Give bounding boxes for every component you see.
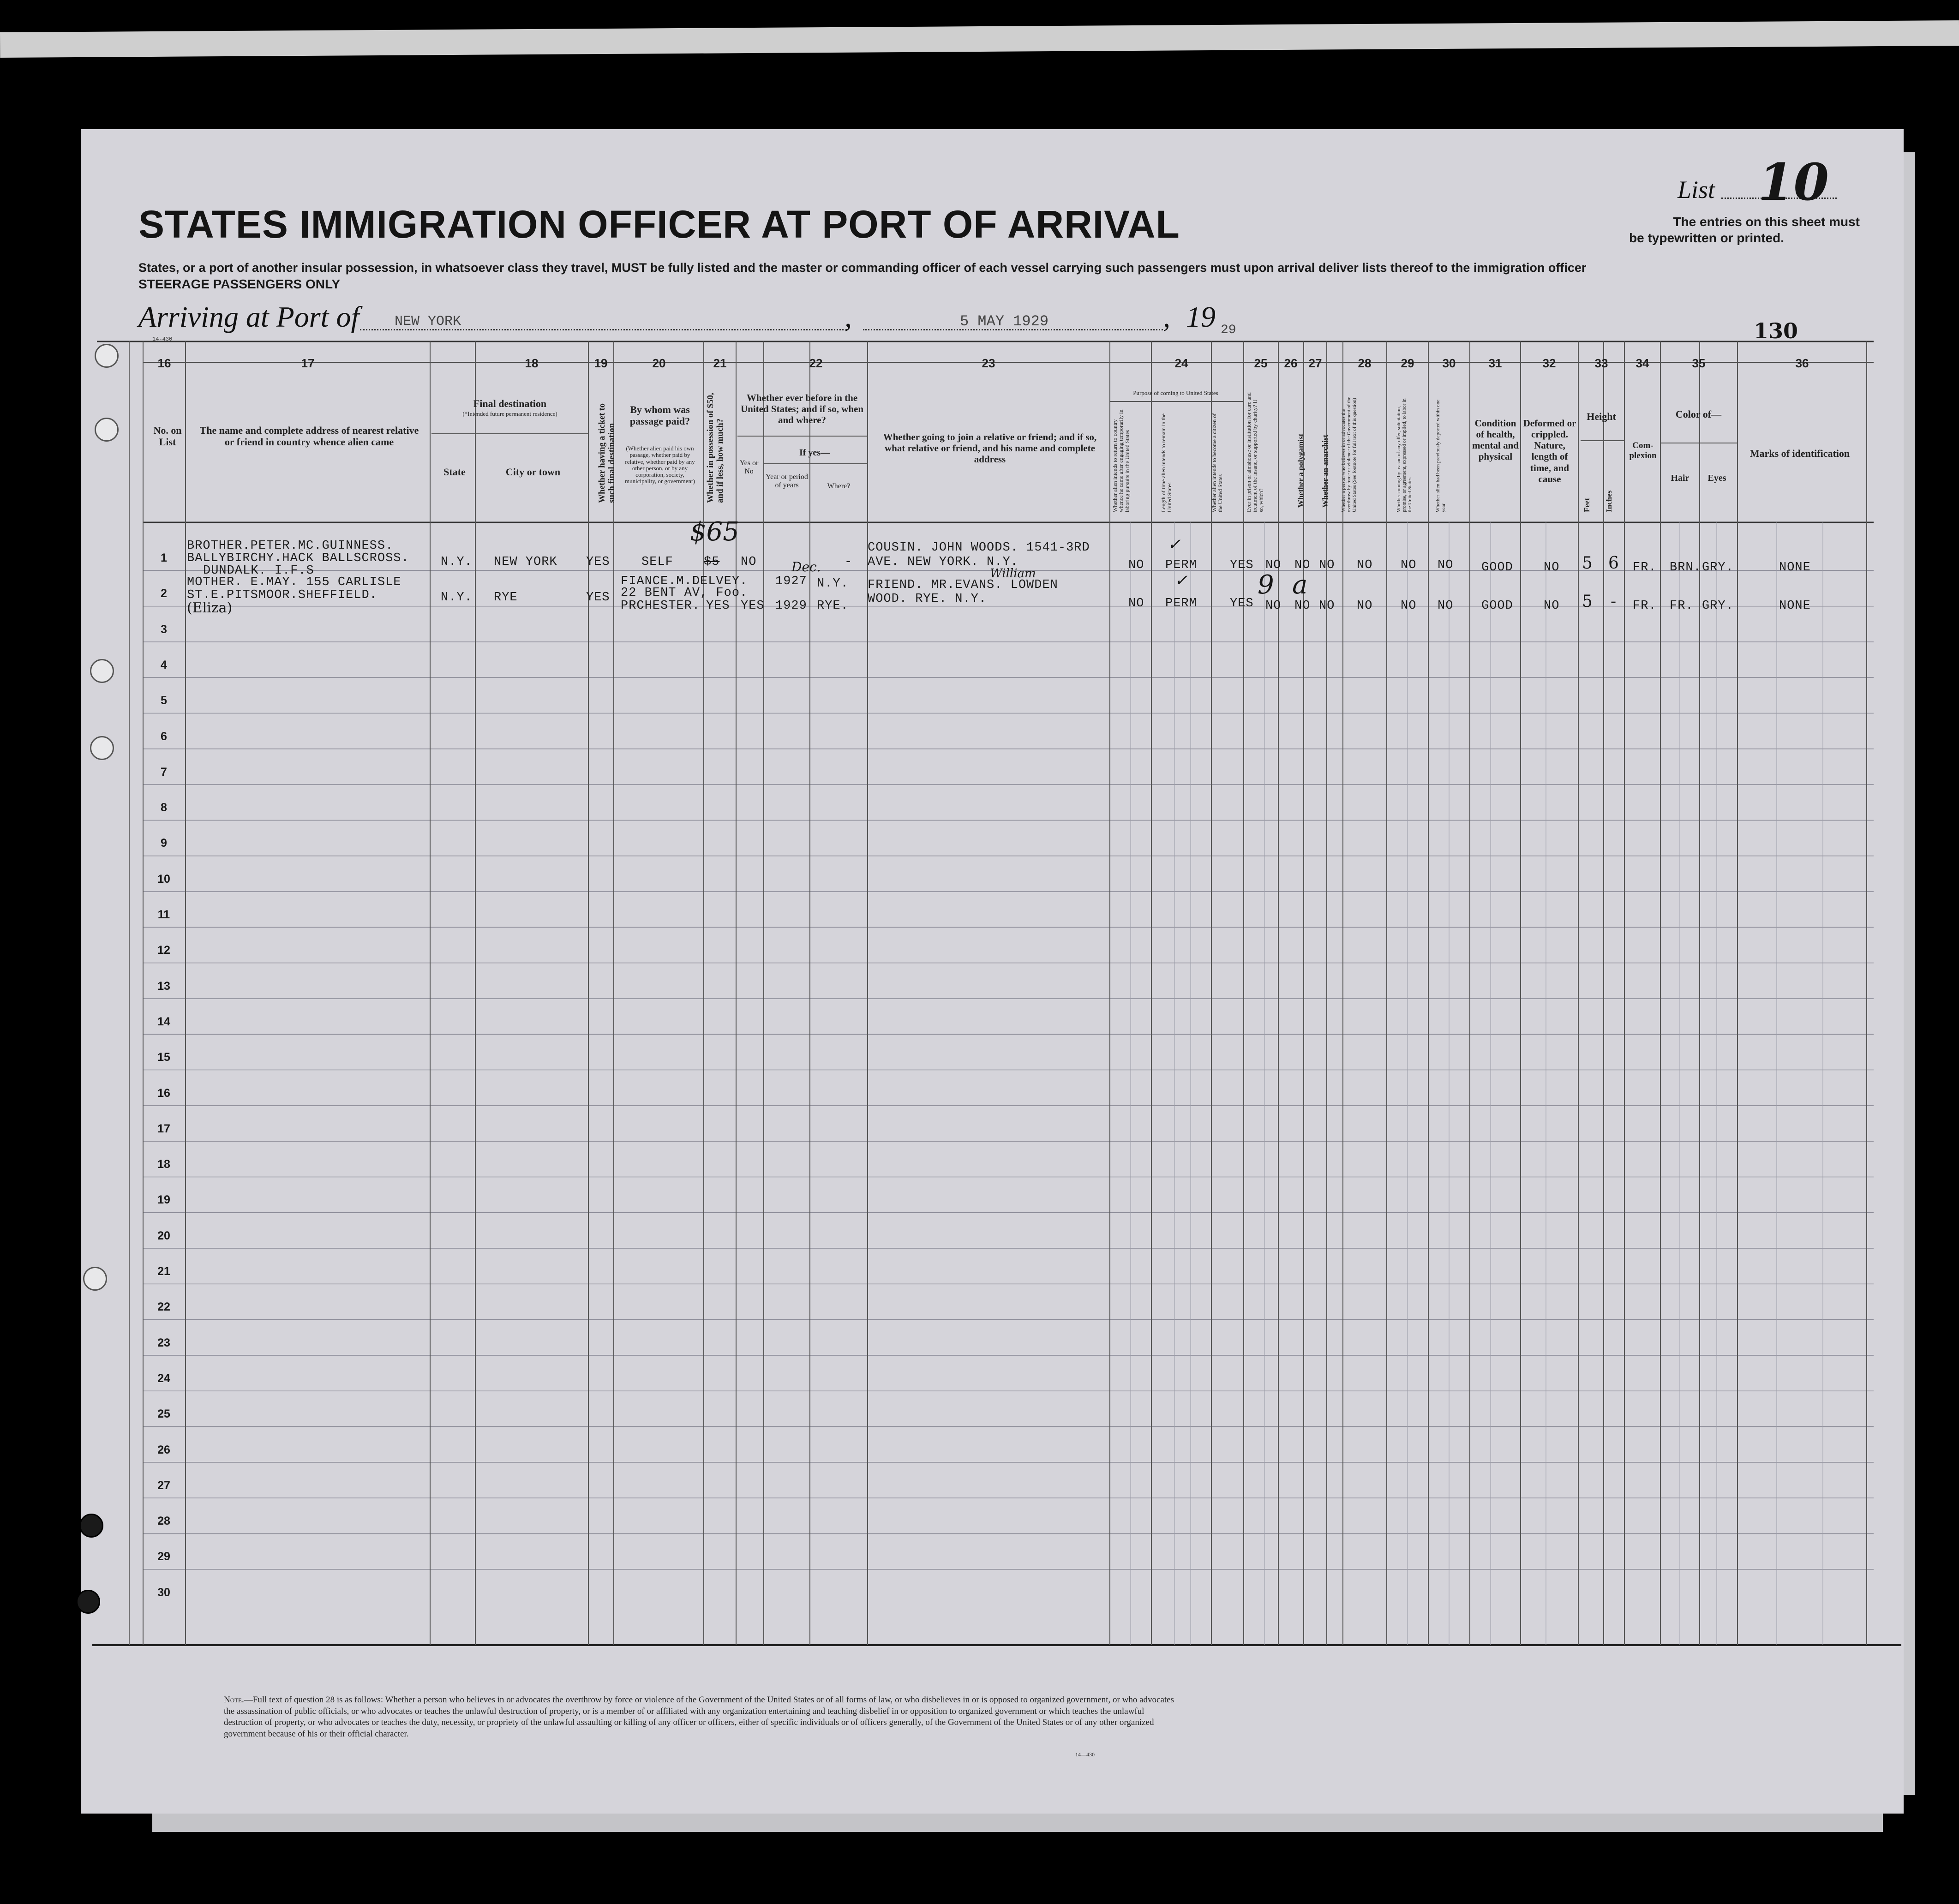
row1-purpose-citizen: YES xyxy=(1230,558,1254,572)
row-number: 10 xyxy=(157,872,170,886)
row2-purpose-length: PERM xyxy=(1165,597,1197,611)
row-number: 7 xyxy=(161,765,167,778)
row1-polygamist: NO xyxy=(1294,558,1311,572)
row2-city: RYE xyxy=(494,591,518,605)
year-prefix: 19 xyxy=(1186,300,1216,333)
row-number: 2 xyxy=(161,587,167,600)
row-number: 16 xyxy=(157,1086,170,1100)
row2-complexion: FR. xyxy=(1633,599,1657,613)
row2-relative-line3: (Eliza) xyxy=(187,600,233,616)
punch-hole xyxy=(76,1590,100,1614)
row-number: 11 xyxy=(157,908,170,921)
header-hair: Hair xyxy=(1671,473,1689,483)
header-color-of: Color of— xyxy=(1675,408,1722,420)
row-number: 25 xyxy=(157,1407,170,1421)
header-col-25: Ever in prison or almshouse or institution for care and treatment of the insane, or supported by charity? If so, which? xyxy=(1246,392,1264,512)
row2-polygamist: NO xyxy=(1294,599,1311,613)
row2-paid-by-line3: PRCHESTER. xyxy=(621,599,701,613)
header-final-destination-note: (*Intended future permanent residence) xyxy=(462,410,557,417)
comma-2: , xyxy=(1163,300,1170,333)
row1-ticket: YES xyxy=(586,555,610,569)
instruction-text: States, or a port of another insular possession, in whatsoever class they travel, MUST be fully listed and the master or commanding officer of each vessel carrying such passengers must upon arrival deliver lists thereof to the immigration officer xyxy=(138,261,1587,275)
row2-col30: NO xyxy=(1438,599,1454,613)
row2-health: GOOD xyxy=(1481,599,1513,613)
column-number: 25 xyxy=(1254,356,1268,370)
row1-health: GOOD xyxy=(1481,561,1513,575)
row-number: 27 xyxy=(157,1479,170,1492)
header-purpose-return: Whether alien intends to return to country whence he came after engaging temporarily in laboring pursuits in the United States xyxy=(1112,409,1131,512)
year-suffix: 29 xyxy=(1221,323,1236,337)
row2-feet: 5 xyxy=(1582,592,1593,611)
row1-col28: NO xyxy=(1357,558,1373,572)
header-yes-or-no: Yes or No xyxy=(739,459,759,475)
row1-inches: 6 xyxy=(1608,554,1619,573)
row-number: 28 xyxy=(157,1515,170,1528)
column-number: 18 xyxy=(525,356,539,370)
footnote-label: Note. xyxy=(224,1695,244,1705)
header-purpose: Purpose of coming to United States xyxy=(1133,389,1218,396)
row2-state: N.Y. xyxy=(441,591,473,605)
header-col-29: Whether coming by reason of any offer, solicitation, promise, or agreement, expressed or implied, to labor in the United States xyxy=(1396,398,1413,512)
row1-col30: NO xyxy=(1438,558,1454,572)
header-inches: Inches xyxy=(1605,490,1613,512)
column-number: 33 xyxy=(1594,356,1608,370)
row2-handwritten-mark: 9 xyxy=(1258,570,1274,600)
header-if-yes: If yes— xyxy=(799,448,830,458)
row1-money-handwritten: $65 xyxy=(690,517,739,547)
list-number: 10 xyxy=(1758,152,1829,212)
row1-marks: NONE xyxy=(1779,561,1811,575)
row1-relative-line3: DUNDALK. I.F.S xyxy=(203,564,314,578)
row-number: 1 xyxy=(161,551,167,564)
row2-purpose-citizen: YES xyxy=(1230,597,1254,611)
row-number: 9 xyxy=(161,837,167,850)
column-number: 24 xyxy=(1174,356,1188,370)
page-stamp: 130 xyxy=(1754,318,1798,343)
row2-inches: - xyxy=(1611,592,1617,611)
column-number: 30 xyxy=(1442,356,1456,370)
punch-hole xyxy=(95,344,119,368)
footnote-form-code: 14—430 xyxy=(1075,1751,1095,1758)
header-feet: Feet xyxy=(1582,497,1591,512)
row1-join-line2: AVE. NEW YORK. N.Y. xyxy=(868,555,1018,569)
comma-1: , xyxy=(845,300,852,333)
header-col-28: Whether a person who believes in or advocates the overthrow by force or violence of the Government of the United States (See footnote for full text of this question) xyxy=(1341,396,1358,512)
row1-state: N.Y. xyxy=(441,555,473,569)
row1-before: NO xyxy=(741,555,757,569)
header-nearest-relative: The name and complete address of nearest relative or friend in country whence alien came xyxy=(199,425,419,448)
row1-eyes: GRY. xyxy=(1702,561,1734,575)
header-col-30: Whether alien had been previously deported within one year xyxy=(1435,399,1447,512)
row-number: 17 xyxy=(157,1122,170,1135)
row-number: 14 xyxy=(157,1015,170,1028)
punch-hole xyxy=(79,1514,103,1538)
row2-relative-line1: MOTHER. E.MAY. 155 CARLISLE xyxy=(187,575,401,589)
row2-money: YES xyxy=(706,599,730,613)
row2-join-line1: FRIEND. MR.EVANS. LOWDEN xyxy=(868,578,1058,592)
row2-col29: NO xyxy=(1401,599,1417,613)
header-height: Height xyxy=(1587,411,1616,422)
row1-join-line1: COUSIN. JOHN WOODS. 1541-3RD xyxy=(868,541,1090,555)
column-number: 26 xyxy=(1284,356,1298,370)
row-number: 13 xyxy=(157,979,170,993)
header-money: Whether in possession of $50, and if less, how much? xyxy=(706,393,725,503)
row2-ticket: YES xyxy=(586,591,610,605)
row1-relative-line1: BROTHER.PETER.MC.GUINNESS. xyxy=(187,539,394,553)
footnote-text: —Full text of question 28 is as follows: Whether a person who believes in or advocates the overthrow by force or violence of the Government of the United States or of all forms of law, or who disbelieves in or is opposed to organized government, or who advocates the assassination of public officials, or who advocates or teaches the unlawful destruction of property, or is a member of or affiliated with any organization entertaining and teaching disbelief in or opposition to organized government or which teaches the unlawful destruction of property, or who advocates or teaches the duty, necessity, or propriety of the unlawful assaulting or killing of any officer or officers, either of specific individuals or of officers generally, of the Government of the United States or of any other organized government because of his or their official character. xyxy=(224,1695,1174,1739)
header-joining: Whether going to join a relative or friend; and if so, what relative or friend, and his name and complete address xyxy=(883,431,1097,465)
punch-hole xyxy=(90,736,114,760)
row1-relative-line2: BALLYBIRCHY.HACK BALLSCROSS. xyxy=(187,551,409,565)
entries-note-2: be typewritten or printed. xyxy=(1629,231,1785,245)
header-passage-note: (Whether alien paid his own passage, whether paid by relative, whether paid by any other person, or by any corporation, society, municipality, or government) xyxy=(625,445,695,485)
row1-purpose-return: NO xyxy=(1128,558,1144,572)
page-title: STATES IMMIGRATION OFFICER AT PORT OF ARRIVAL xyxy=(138,203,1180,246)
row1-paid-by: SELF xyxy=(641,555,673,569)
row1-check: ✓ xyxy=(1168,535,1181,554)
column-number: 28 xyxy=(1358,356,1372,370)
row1-city: NEW YORK xyxy=(494,555,557,569)
header-marks: Marks of identification xyxy=(1749,448,1850,459)
row2-col25: NO xyxy=(1265,599,1282,613)
row2-eyes: GRY. xyxy=(1702,599,1734,613)
column-number: 22 xyxy=(809,356,823,370)
column-number: 17 xyxy=(301,356,315,370)
row-number: 15 xyxy=(157,1051,170,1064)
row2-anarchist: NO xyxy=(1319,599,1335,613)
row2-where-line1: N.Y. xyxy=(817,577,849,591)
row1-complexion: FR. xyxy=(1633,561,1657,575)
row2-purpose-return: NO xyxy=(1128,597,1144,611)
row1-hair: BRN. xyxy=(1670,561,1701,575)
row1-purpose-length: PERM xyxy=(1165,558,1197,572)
header-complexion: Com-plexion xyxy=(1629,441,1657,461)
arriving-label: Arriving at Port of xyxy=(138,300,359,333)
row-number: 12 xyxy=(157,944,170,957)
column-number: 36 xyxy=(1795,356,1809,370)
header-eyes: Eyes xyxy=(1707,473,1726,483)
row-number: 8 xyxy=(161,801,167,814)
header-purpose-length: Length of time alien intends to remain in the United States xyxy=(1160,413,1173,512)
row2-before: YES xyxy=(741,599,765,613)
row-number: 5 xyxy=(161,694,167,707)
row1-money-struck: $5 xyxy=(704,555,720,569)
row1-col25: NO xyxy=(1265,558,1282,572)
row1-where: - xyxy=(845,555,853,569)
list-label: List xyxy=(1677,176,1715,204)
row1-anarchist: NO xyxy=(1319,558,1335,572)
column-number: 35 xyxy=(1692,356,1706,370)
column-number: 31 xyxy=(1488,356,1502,370)
steerage-label: STEERAGE PASSENGERS ONLY xyxy=(138,277,341,291)
date-stamp: 5 MAY 1929 xyxy=(960,313,1049,330)
row-number: 20 xyxy=(157,1229,170,1242)
header-before-in-us: Whether ever before in the United States; and if so, when and where? xyxy=(740,392,864,426)
row1-year: Dec. xyxy=(791,559,821,575)
row2-relative-line2: ST.E.PITSMOOR.SHEFFIELD. xyxy=(187,588,377,602)
header-year-period: Year or period of years xyxy=(766,473,808,489)
row-number: 4 xyxy=(161,658,167,671)
port-value: NEW YORK xyxy=(395,314,461,329)
row-number: 3 xyxy=(161,623,167,636)
row-number: 26 xyxy=(157,1443,170,1456)
row2-col28: NO xyxy=(1357,599,1373,613)
header-final-destination: Final destination xyxy=(473,398,547,409)
column-number: 21 xyxy=(713,356,727,370)
row2-year-line2: 1929 xyxy=(775,599,807,613)
header-deformed: Deformed or crippled. Nature, length of time, and cause xyxy=(1523,418,1576,485)
row-number: 21 xyxy=(157,1265,170,1278)
row2-marks: NONE xyxy=(1779,599,1811,613)
row2-where-line2: RYE. xyxy=(817,599,849,613)
footnote xyxy=(224,1694,1179,1740)
column-number: 19 xyxy=(594,356,608,370)
column-number: 34 xyxy=(1635,356,1649,370)
row-number: 6 xyxy=(161,730,167,743)
header-where: Where? xyxy=(827,482,851,490)
row2-check: ✓ xyxy=(1174,571,1188,590)
row2-hair: FR. xyxy=(1670,599,1694,613)
punch-hole xyxy=(95,418,119,442)
column-number: 20 xyxy=(652,356,666,370)
row2-handwritten-mark-2: a xyxy=(1292,570,1308,600)
entries-note-1: The entries on this sheet must xyxy=(1673,215,1860,229)
header-passage-paid: By whom was passage paid? xyxy=(629,404,690,427)
header-state: State xyxy=(443,466,466,478)
column-number: 32 xyxy=(1542,356,1556,370)
header-health: Condition of health, mental and physical xyxy=(1472,418,1519,462)
header-polygamist: Whether a polygamist xyxy=(1296,433,1305,508)
form-code-top: 14-430 xyxy=(152,336,173,342)
row2-paid-by-line1: FIANCE.M.DELVEY. xyxy=(621,575,748,588)
row-number: 18 xyxy=(157,1158,170,1171)
row1-feet: 5 xyxy=(1582,554,1593,573)
row-number: 24 xyxy=(157,1371,170,1385)
column-number: 27 xyxy=(1308,356,1322,370)
row1-deformed: NO xyxy=(1544,561,1560,575)
row2-deformed: NO xyxy=(1544,599,1560,613)
row-number: 23 xyxy=(157,1336,170,1349)
column-number: 29 xyxy=(1401,356,1414,370)
header-purpose-citizen: Whether alien intends to become a citizen of the United States xyxy=(1211,413,1224,512)
header-city: City or town xyxy=(505,466,561,478)
punch-hole xyxy=(83,1267,107,1291)
row1-col29: NO xyxy=(1401,558,1417,572)
header-anarchist: Whether an anarchist xyxy=(1321,434,1330,508)
row-number: 19 xyxy=(157,1193,170,1207)
row2-join-above: William xyxy=(990,567,1036,581)
column-number: 16 xyxy=(157,356,171,370)
header-ticket: Whether having a ticket to such final destination xyxy=(597,403,617,503)
column-number: 23 xyxy=(982,356,995,370)
row2-paid-by-line2: 22 BENT AV, Foo. xyxy=(621,586,748,600)
row-number: 22 xyxy=(157,1300,170,1314)
row-number: 30 xyxy=(157,1586,170,1599)
row2-join-line2: WOOD. RYE. N.Y. xyxy=(868,592,987,606)
row2-year-line1: 1927 xyxy=(775,575,807,588)
row-number: 29 xyxy=(157,1550,170,1563)
punch-hole xyxy=(90,659,114,683)
header-no-on-list: No. on List xyxy=(153,425,182,448)
